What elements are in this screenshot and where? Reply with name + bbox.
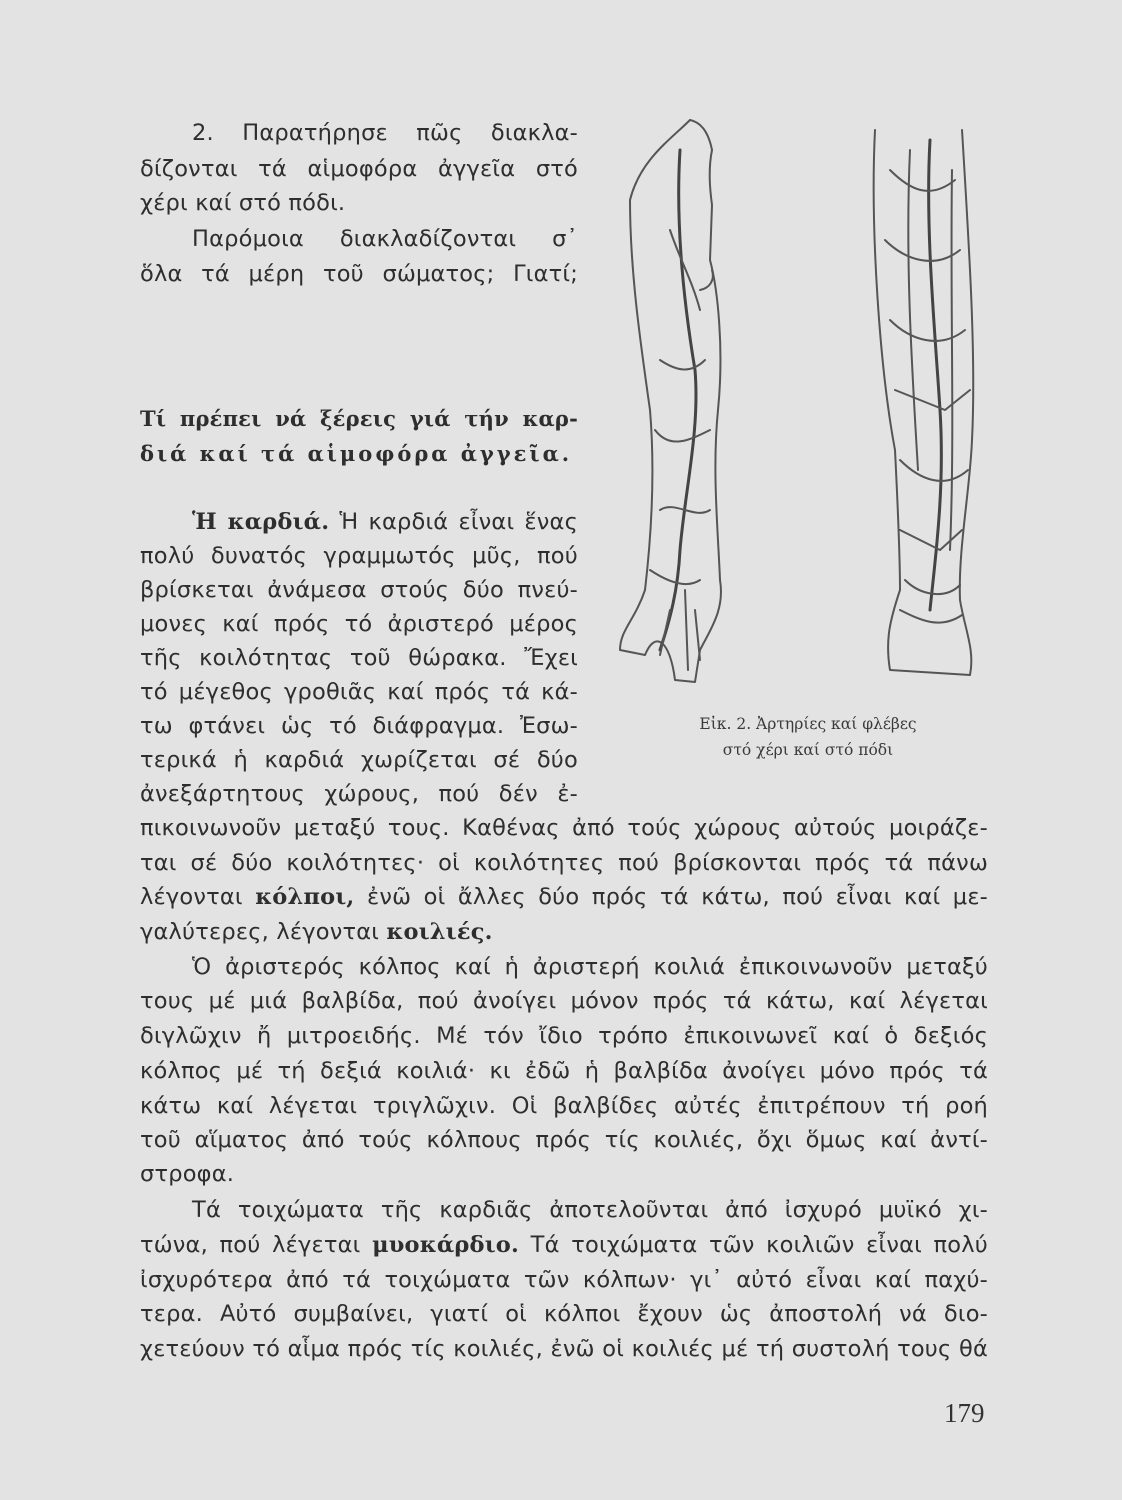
text-line: διγλῶχιν ἤ μιτροειδής. Μέ τόν ἴδιο τρόπο ἐπικοινωνεῖ καί ὁ δεξιός [140,1023,988,1049]
text-line: τό μέγεθος γροθιᾶς καί πρός τά κά- [140,679,578,705]
text-line: Ὁ ἀριστερός κόλπος καί ἡ ἀριστερή κοιλιά ἐπικοινωνοῦν μεταξύ [192,954,988,980]
text-line: χέρι καί στό πόδι. [140,190,346,216]
term-kolpoi: κόλποι, [255,884,355,910]
text-line: μονες καί πρός τό ἀριστερό μέρος [140,611,578,637]
text: τώνα, πού λέγεται [140,1232,361,1258]
text-line: Τά τοιχώματα τῆς καρδιᾶς ἀποτελοῦνται ἀπό ἰσχυρό μυϊκό χι- [192,1197,988,1223]
text: λέγονται [140,884,243,910]
text: Τά τοιχώματα τῶν κοιλιῶν εἶναι πολύ [530,1232,988,1258]
text-line: βρίσκεται ἀνάμεσα στούς δύο πνεύ- [140,577,578,603]
text-line: ἰσχυρότερα ἀπό τά τοιχώματα τῶν κόλπων· γι᾽ αὐτό εἶναι καί παχύ- [140,1267,988,1293]
text-line: 2. Παρατήρησε πῶς διακλα- [192,120,578,146]
caption-line: στό χέρι καί στό πόδι [722,741,894,759]
text: Ἡ καρδιά εἶναι ἕνας [339,509,578,535]
text-line: κόλπος μέ τή δεξιά κοιλιά· κι ἐδῶ ἡ βαλβίδα ἀνοίγει μόνο πρός τά [140,1058,988,1084]
figure-caption [643,711,973,763]
text-line: κάτω καί λέγεται τριγλῶχιν. Οἱ βαλβίδες αὐτές ἐπιτρέπουν τή ροή [140,1093,988,1119]
run-in-title: Ἡ καρδιά. [192,509,330,535]
text-line: χετεύουν τό αἷμα πρός τίς κοιλιές, ἐνῶ οἱ κοιλιές μέ τή συστολή τους θά [140,1336,988,1362]
text-line: Παρόμοια διακλαδίζονται σ᾽ [192,226,578,252]
text-line [140,915,988,949]
text-line: τοῦ αἵματος ἀπό τούς κόλπους πρός τίς κοιλιές, ὄχι ὅμως καί ἀντί- [140,1127,988,1153]
text-line: ὅλα τά μέρη τοῦ σώματος; Γιατί; [140,261,578,287]
text-line: στροφα. [140,1161,235,1187]
text-line: δίζονται τά αἱμοφόρα ἀγγεῖα στό [140,156,578,182]
text-line: ἀνεξάρτητους χώρους, πού δέν ἐ- [140,781,578,807]
text: ἐνῶ οἱ ἄλλες δύο πρός τά κάτω, πού εἶναι καί με- [366,884,989,910]
heading-line: διά καί τά αἱμοφόρα ἀγγεῖα. [140,441,573,466]
figure-arm-leg-vessels [600,110,1000,690]
term-koilies: κοιλιές. [386,919,493,945]
text-line: τους μέ μιά βαλβίδα, πού ἀνοίγει μόνον πρός τά κάτω, καί λέγεται [140,988,988,1014]
term-myokardio: μυοκάρδιο. [372,1232,520,1258]
text-line: τερικά ἡ καρδιά χωρίζεται σέ δύο [140,747,578,773]
text-line: πολύ δυνατός γραμμωτός μῦς, πού [140,543,578,569]
text-line: τῆς κοιλότητας τοῦ θώρακα. Ἔχει [140,645,578,671]
text-line: πικοινωνοῦν μεταξύ τους. Καθένας ἀπό τούς χώρους αὐτούς μοιράζε- [140,815,988,841]
heading-line: Τί πρέπει νά ξέρεις γιά τήν καρ- [140,406,578,431]
text-line [140,505,578,539]
text: γαλύτερες, λέγονται [140,919,380,945]
page-number: 179 [944,1398,985,1428]
arm-illustration [620,120,721,682]
text-line: τερα. Αὐτό συμβαίνει, γιατί οἱ κόλποι ἔχουν ὡς ἀποστολή νά διο- [140,1301,988,1327]
leg-illustration [874,130,974,675]
text-line [140,880,988,914]
text-line: τω φτάνει ὡς τό διάφραγμα. Ἐσω- [140,713,578,739]
text-line [140,1228,988,1262]
text-line: ται σέ δύο κοιλότητες· οἱ κοιλότητες πού βρίσκονται πρός τά πάνω [140,850,988,876]
caption-line: Εἰκ. 2. Ἀρτηρίες καί φλέβες [699,715,917,733]
